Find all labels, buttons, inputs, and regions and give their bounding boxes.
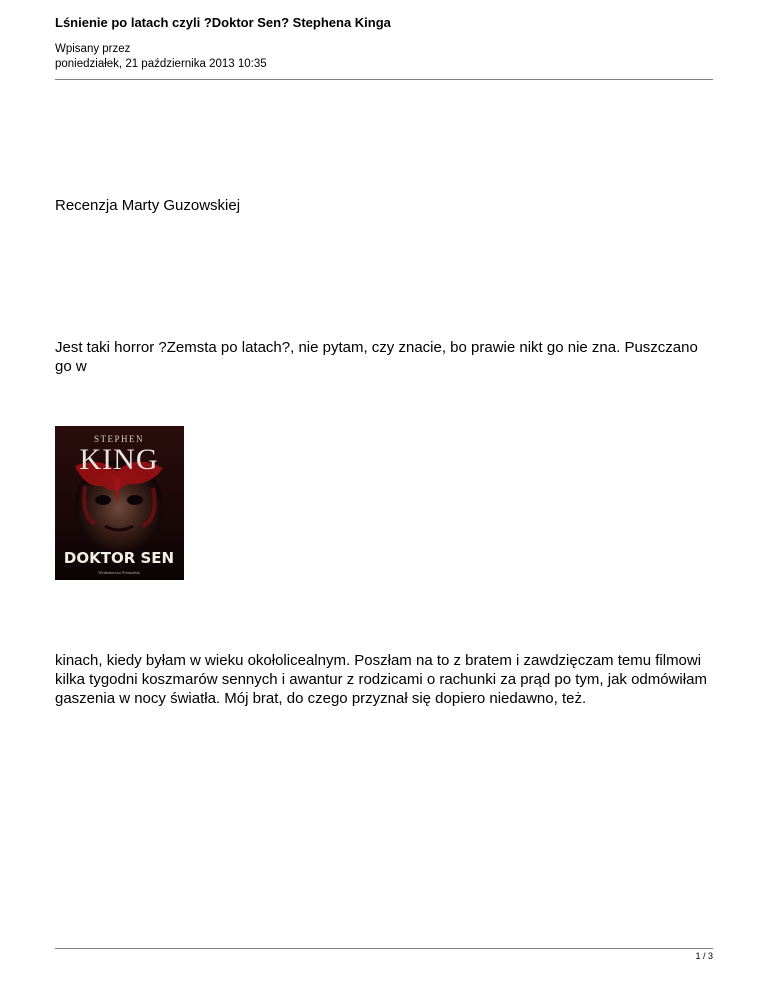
cover-author-last: KING	[79, 443, 159, 476]
cover-author-first: STEPHEN	[93, 434, 145, 444]
page-title: Lśnienie po latach czyli ?Doktor Sen? Stephena Kinga	[55, 15, 391, 30]
cover-book-title: DOKTOR SEN	[63, 549, 175, 567]
review-byline: Recenzja Marty Guzowskiej	[55, 197, 241, 214]
book-cover-image	[55, 426, 184, 580]
header-divider	[55, 79, 713, 80]
footer-divider	[55, 948, 713, 949]
right-eye-shape	[127, 495, 143, 505]
publish-date: poniedziałek, 21 października 2013 10:35	[55, 58, 267, 70]
document-header	[55, 14, 713, 72]
page-number: 1 / 3	[695, 951, 713, 961]
paragraph-2: kinach, kiedy byłam w wieku okołolicealnym. Poszłam na to z bratem i zawdzięczam temu filmowi kilka tygodni koszmarów sennych i awantur z rodzicami o rachunki za prąd po tym, jak odmówiłam gaszenia w nocy światła. Mój brat, do czego przyznał się dopiero niedawno, też.	[55, 652, 707, 707]
book-cover-art	[55, 426, 184, 580]
left-eye-shape	[95, 495, 111, 505]
article-meta	[55, 42, 713, 72]
cover-publisher: Wydawnictwo Prószyński	[98, 570, 140, 575]
author-line: Wpisany przez	[55, 43, 131, 55]
paragraph-1: Jest taki horror ?Zemsta po latach?, nie pytam, czy znacie, bo prawie nikt go nie zna. Puszczano go w	[55, 339, 698, 375]
